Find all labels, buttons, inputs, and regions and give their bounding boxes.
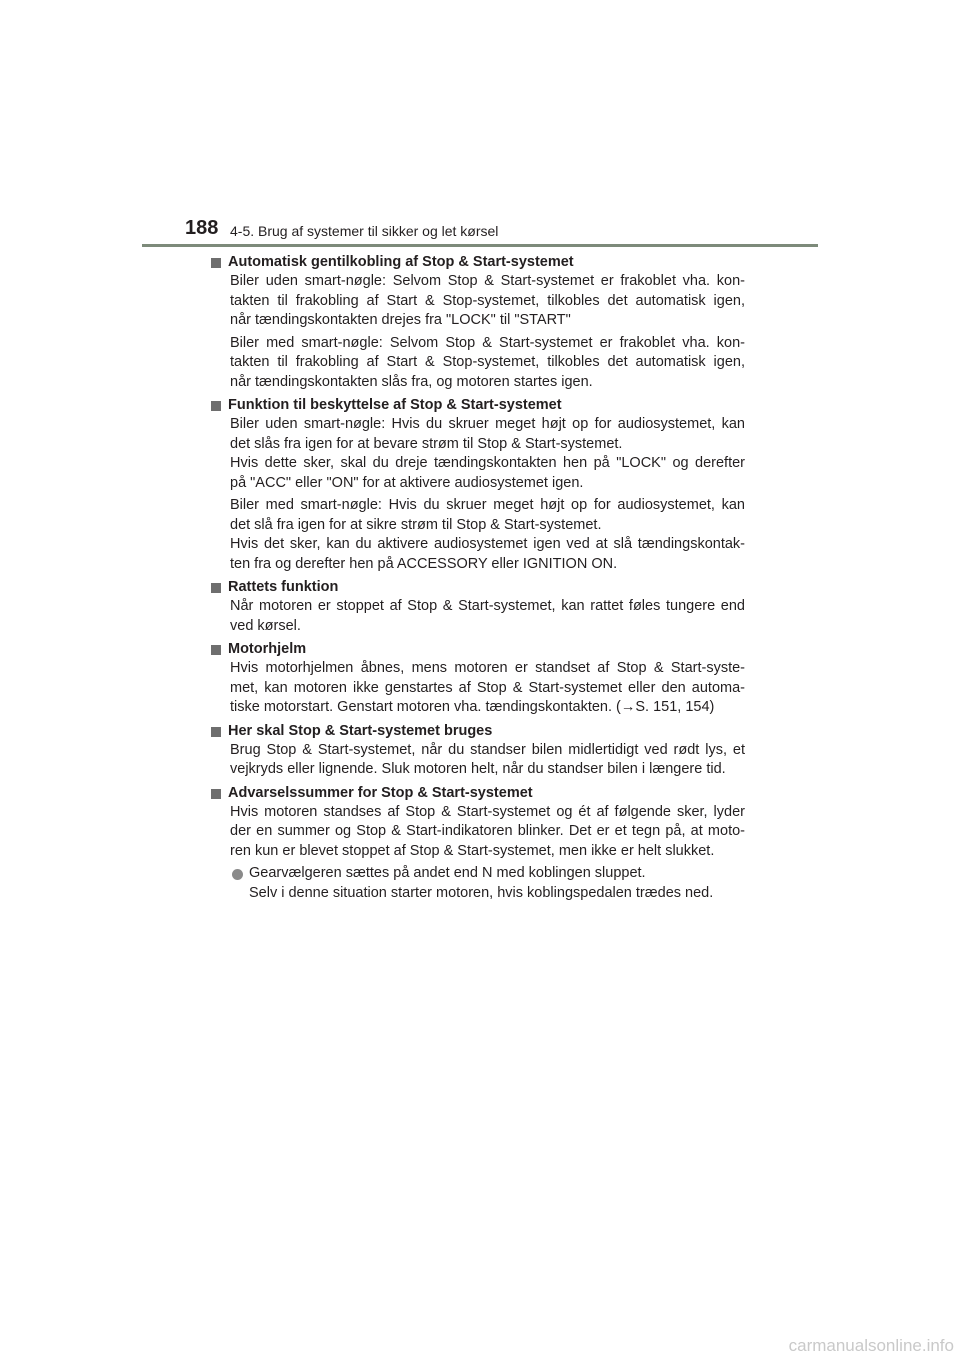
text-line: met, kan motoren ikke genstartes af Stop & Start-systemet eller den automa- bbox=[230, 679, 745, 696]
circle-bullet-icon bbox=[232, 869, 243, 880]
paragraph bbox=[211, 741, 745, 780]
section bbox=[211, 395, 745, 574]
paragraph bbox=[211, 496, 745, 574]
square-bullet-icon bbox=[211, 583, 221, 593]
square-bullet-icon bbox=[211, 258, 221, 268]
text-line: ten fra og derefter hen på ACCESSORY eller IGNITION ON. bbox=[230, 555, 618, 572]
chapter-title: 4-5. Brug af systemer til sikker og let kørsel bbox=[230, 223, 499, 239]
bullet-item bbox=[211, 864, 745, 903]
square-bullet-icon bbox=[211, 789, 221, 799]
text-line: Hvis dette sker, skal du dreje tændingskontakten hen på "LOCK" og derefter bbox=[230, 455, 745, 471]
square-bullet-icon bbox=[211, 727, 221, 737]
section bbox=[211, 721, 745, 780]
text-line: der en summer og Stop & Start-indikatoren blinker. Det er et tegn på, at moto- bbox=[230, 823, 745, 839]
text-line: tiske motorstart. Genstart motoren vha. tændingskontakten. (→S. 151, 154) bbox=[230, 699, 715, 715]
square-bullet-icon bbox=[211, 645, 221, 655]
page-header bbox=[185, 214, 825, 248]
page-content bbox=[211, 252, 745, 904]
section-heading bbox=[211, 639, 745, 659]
text-line: Når motoren er stoppet af Stop & Start-systemet, kan rattet føles tungere end bbox=[230, 598, 745, 614]
text-line: ved kørsel. bbox=[230, 617, 301, 634]
text-line: Hvis motorhjelmen åbnes, mens motoren er standset af Stop & Start-syste- bbox=[230, 660, 745, 676]
section-heading bbox=[211, 577, 745, 597]
page-number: 188 bbox=[185, 217, 219, 239]
text-line: Hvis motoren standses af Stop & Start-systemet og ét af følgende sker, lyder bbox=[230, 803, 745, 820]
section-heading bbox=[211, 395, 745, 415]
section bbox=[211, 639, 745, 718]
section-heading-text: Her skal Stop & Start-systemet bruges bbox=[228, 722, 493, 739]
text-line: Selv i denne situation starter motoren, hvis koblingspedalen trædes ned. bbox=[249, 884, 714, 901]
section-heading-text: Funktion til beskyttelse af Stop & Start-systemet bbox=[228, 397, 562, 413]
text-line: Gearvælgeren sættes på andet end N med koblingen sluppet. bbox=[249, 865, 646, 881]
paragraph bbox=[211, 334, 745, 393]
header-divider bbox=[142, 244, 818, 247]
text-line: det slå fra igen for at sikre strøm til Stop & Start-systemet. bbox=[230, 516, 602, 533]
section-heading bbox=[211, 783, 745, 803]
text-line: Biler uden smart-nøgle: Selvom Stop & Start-systemet er frakoblet vha. kon- bbox=[230, 273, 745, 289]
section bbox=[211, 783, 745, 904]
text-line: når tændingskontakten slås fra, og motoren startes igen. bbox=[230, 373, 593, 390]
text-line: ren kun er blevet stoppet af Stop & Start-systemet, men ikke er helt slukket. bbox=[230, 842, 715, 859]
text-line: Brug Stop & Start-systemet, når du standser bilen midlertidigt ved rødt lys, et bbox=[230, 741, 745, 758]
square-bullet-icon bbox=[211, 401, 221, 411]
section bbox=[211, 252, 745, 392]
paragraph bbox=[211, 597, 745, 636]
text-line: Biler med smart-nøgle: Hvis du skruer meget højt op for audiosystemet, kan bbox=[230, 497, 745, 513]
section-heading-text: Automatisk gentilkobling af Stop & Start-systemet bbox=[228, 254, 574, 270]
section bbox=[211, 577, 745, 636]
text-line: Hvis det sker, kan du aktivere audiosystemet igen ved at slå tændingskontak- bbox=[230, 536, 745, 552]
section-heading-text: Rattets funktion bbox=[228, 579, 339, 595]
section-heading bbox=[211, 721, 745, 741]
paragraph bbox=[211, 659, 745, 718]
text-line: vejkryds eller lignende. Sluk motoren helt, når du standser bilen i længere tid. bbox=[230, 761, 726, 777]
text-line: takten til frakobling af Start & Stop-systemet, tilkobles det automatisk igen, bbox=[230, 292, 745, 309]
section-heading-text: Advarselssummer for Stop & Start-systemet bbox=[228, 784, 533, 801]
text-line: takten til frakobling af Start & Stop-systemet, tilkobles det automatisk igen, bbox=[230, 354, 745, 370]
text-line: Biler med smart-nøgle: Selvom Stop & Start-systemet er frakoblet vha. kon- bbox=[230, 334, 745, 351]
paragraph bbox=[211, 803, 745, 862]
paragraph bbox=[211, 415, 745, 493]
section-heading bbox=[211, 252, 745, 272]
text-line: på "ACC" eller "ON" for at aktivere audiosystemet igen. bbox=[230, 474, 584, 491]
watermark-text: carmanualsonline.info bbox=[788, 1336, 954, 1355]
text-line: Biler uden smart-nøgle: Hvis du skruer meget højt op for audiosystemet, kan bbox=[230, 416, 745, 432]
text-line: det slås fra igen for at bevare strøm til Stop & Start-systemet. bbox=[230, 435, 623, 452]
section-heading-text: Motorhjelm bbox=[228, 641, 307, 657]
text-line: når tændingskontakten drejes fra "LOCK" til "START" bbox=[230, 312, 571, 328]
paragraph bbox=[211, 272, 745, 331]
